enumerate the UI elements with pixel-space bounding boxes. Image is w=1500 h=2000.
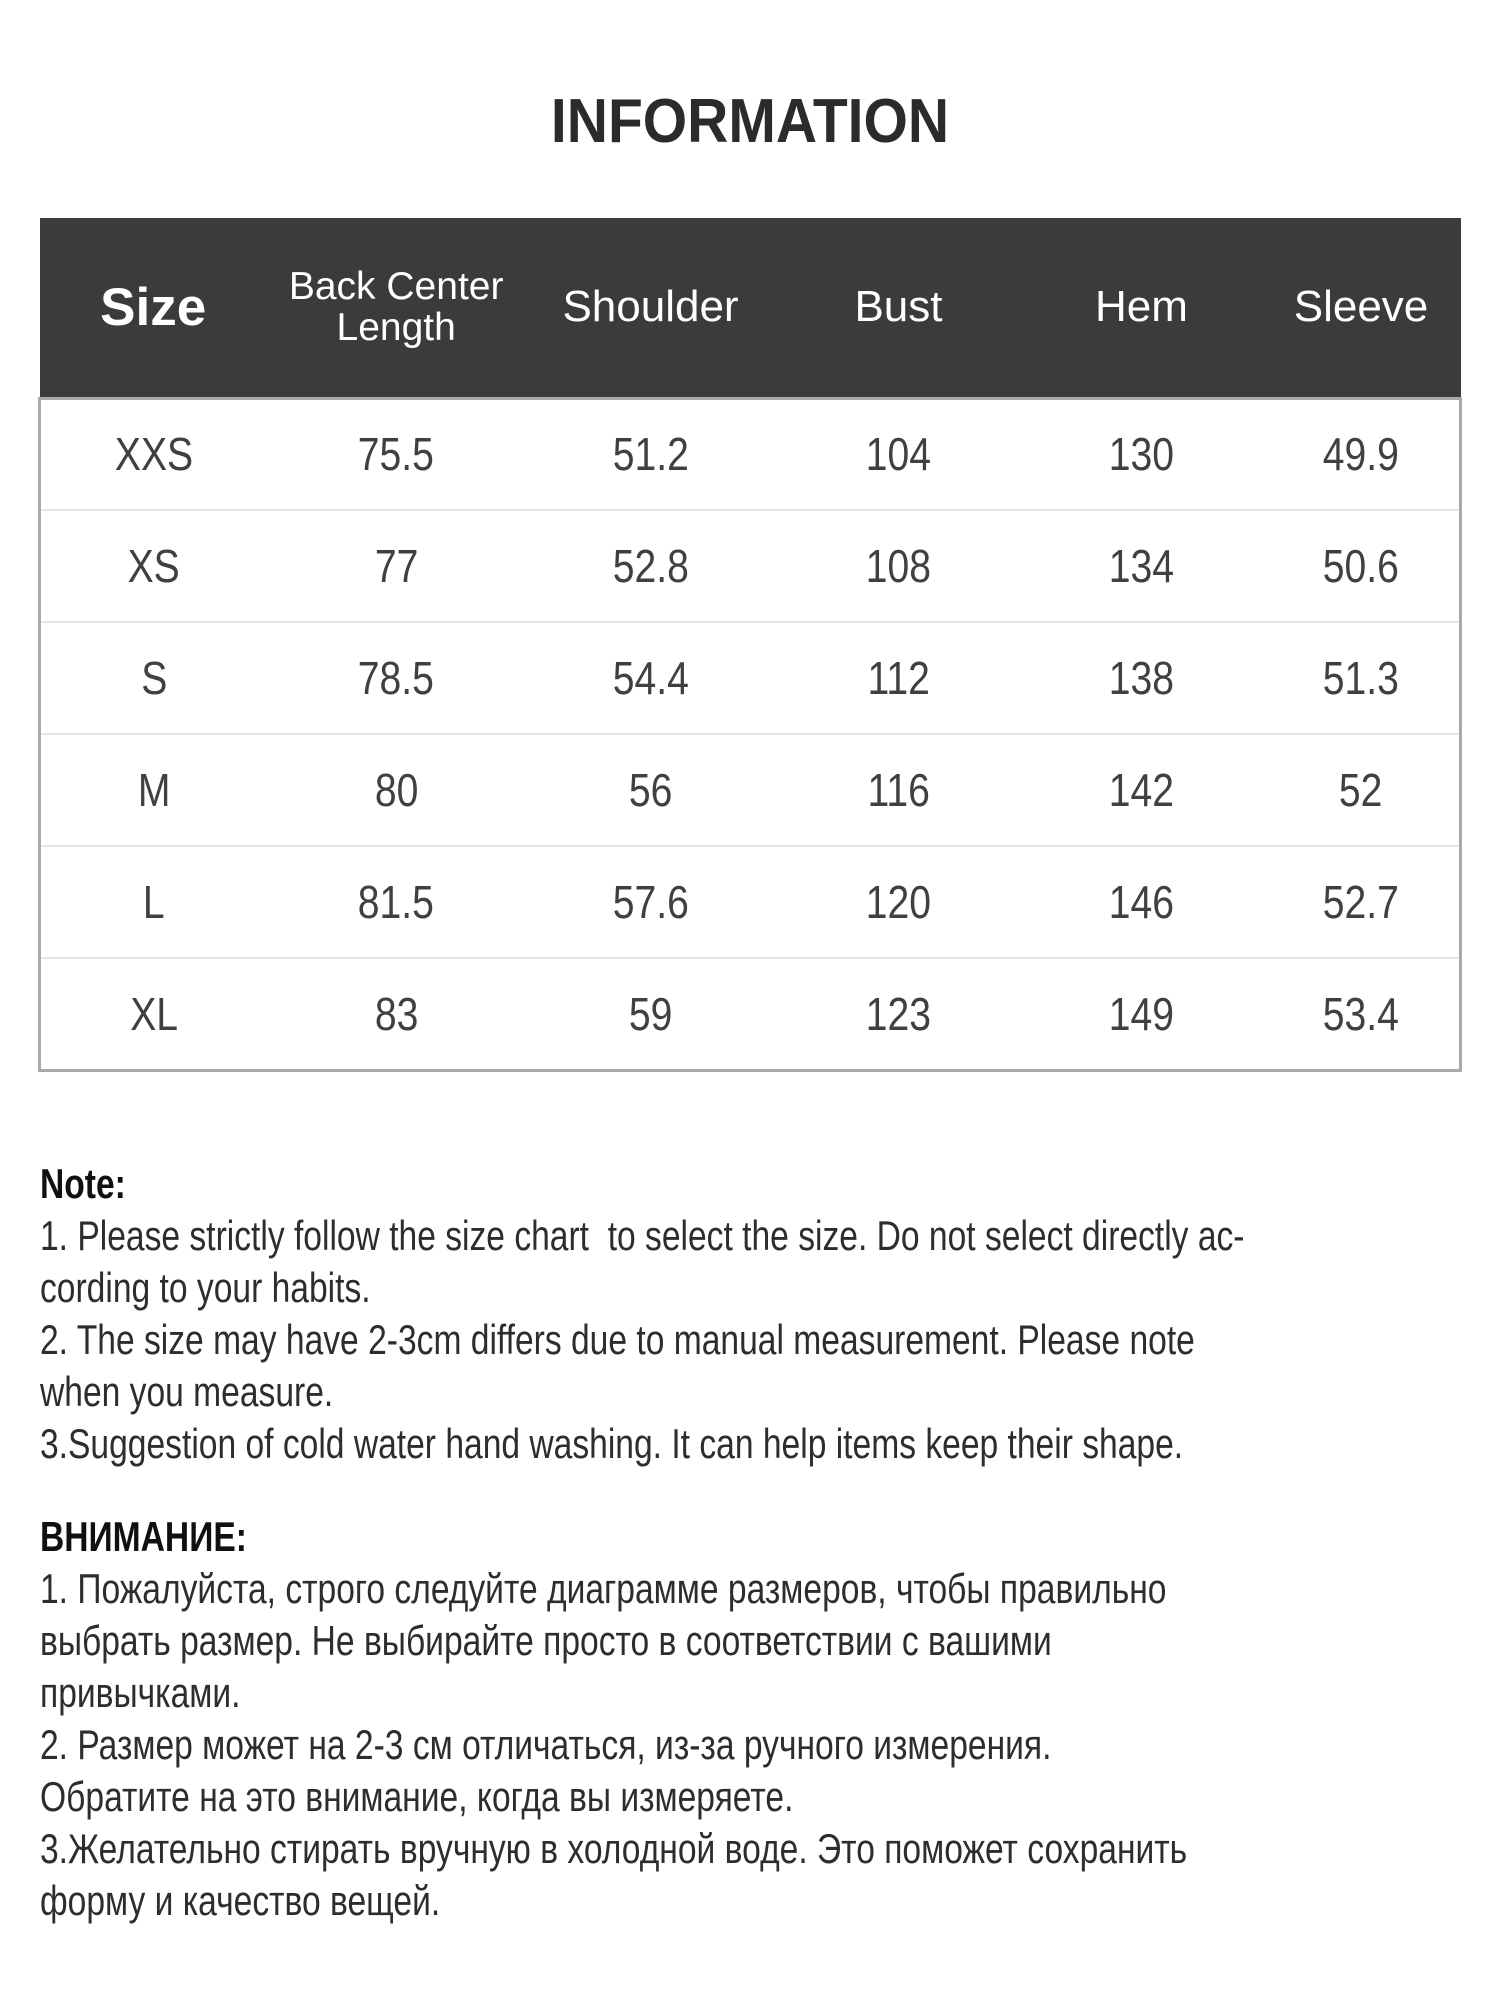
note-line: 1. Please strictly follow the size chart to select the size. Do not select directly ac- bbox=[40, 1212, 1245, 1259]
table-cell: 51.3 bbox=[1262, 622, 1461, 734]
table-cell bbox=[40, 510, 267, 622]
size-label: XS bbox=[127, 540, 181, 592]
table-cell bbox=[40, 846, 267, 958]
table-cell: 104 bbox=[776, 398, 1022, 510]
table-row-s bbox=[40, 622, 1461, 734]
table-row-xl bbox=[40, 958, 1461, 1070]
table-cell: 57.6 bbox=[525, 846, 775, 958]
size-label: XL bbox=[130, 987, 178, 1040]
table-cell: 108 bbox=[776, 510, 1022, 622]
size-label: M bbox=[137, 764, 171, 816]
note-line: cording to your habits. bbox=[40, 1264, 371, 1311]
size-label: XXS bbox=[114, 428, 194, 481]
note-section bbox=[40, 1158, 1480, 1470]
table-cell: 138 bbox=[1021, 622, 1261, 734]
table-cell: 123 bbox=[776, 958, 1022, 1070]
table-cell: 78.5 bbox=[267, 622, 526, 734]
column-header-bust: Bust bbox=[776, 218, 1022, 398]
table-cell: 134 bbox=[1021, 510, 1261, 622]
table-cell: 56 bbox=[525, 734, 775, 846]
note-title: Note: bbox=[40, 1160, 126, 1207]
table-cell: 130 bbox=[1021, 398, 1261, 510]
note-line: when you measure. bbox=[40, 1368, 334, 1415]
table-cell bbox=[40, 734, 267, 846]
column-header-size: Size bbox=[40, 218, 267, 398]
size-chart-table bbox=[38, 218, 1462, 1072]
table-row-l bbox=[40, 846, 1461, 958]
size-chart-header bbox=[40, 218, 1461, 398]
attention-line: привычками. bbox=[40, 1669, 241, 1716]
size-label: L bbox=[143, 876, 165, 928]
table-cell bbox=[40, 622, 267, 734]
attention-line: форму и качество вещей. bbox=[40, 1877, 441, 1924]
size-chart-body bbox=[40, 398, 1461, 1070]
table-row-m bbox=[40, 734, 1461, 846]
table-cell: 120 bbox=[776, 846, 1022, 958]
table-cell: 149 bbox=[1021, 958, 1261, 1070]
note-line: 2. The size may have 2-3cm differs due to manual measurement. Please note bbox=[40, 1316, 1195, 1363]
table-cell: 54.4 bbox=[525, 622, 775, 734]
table-cell: 59 bbox=[525, 958, 775, 1070]
table-cell: 51.2 bbox=[525, 398, 775, 510]
table-cell: 142 bbox=[1021, 734, 1261, 846]
table-cell: 77 bbox=[267, 510, 526, 622]
column-header-hem: Hem bbox=[1021, 218, 1261, 398]
table-cell: 75.5 bbox=[267, 398, 526, 510]
column-header-back-center-length: Back Center Length bbox=[267, 218, 526, 398]
attention-line: 1. Пожалуйста, строго следуйте диаграмме размеров, чтобы правильно bbox=[40, 1565, 1167, 1612]
table-cell: 52.8 bbox=[525, 510, 775, 622]
attention-line: 2. Размер может на 2-3 см отличаться, из-за ручного измерения. bbox=[40, 1721, 1052, 1768]
attention-section bbox=[40, 1511, 1480, 1927]
attention-line: 3.Желательно стирать вручную в холодной воде. Это поможет сохранить bbox=[40, 1825, 1188, 1872]
table-cell bbox=[40, 958, 267, 1070]
table-cell: 52.7 bbox=[1262, 846, 1461, 958]
column-header-sleeve: Sleeve bbox=[1262, 218, 1461, 398]
table-cell: 83 bbox=[267, 958, 526, 1070]
column-header-shoulder: Shoulder bbox=[525, 218, 775, 398]
table-cell bbox=[40, 398, 267, 510]
table-row-xs bbox=[40, 510, 1461, 622]
table-cell: 116 bbox=[776, 734, 1022, 846]
table-cell: 81.5 bbox=[267, 846, 526, 958]
attention-line: выбрать размер. Не выбирайте просто в соответствии с вашими bbox=[40, 1617, 1052, 1664]
attention-line: Обратите на это внимание, когда вы измеряете. bbox=[40, 1773, 794, 1820]
table-cell: 52 bbox=[1262, 734, 1461, 846]
note-line: 3.Suggestion of cold water hand washing. It can help items keep their shape. bbox=[40, 1420, 1184, 1467]
page-title: INFORMATION bbox=[550, 87, 950, 156]
header-row bbox=[40, 218, 1461, 398]
table-cell: 146 bbox=[1021, 846, 1261, 958]
table-cell: 50.6 bbox=[1262, 510, 1461, 622]
table-cell: 53.4 bbox=[1262, 958, 1461, 1070]
table-cell: 49.9 bbox=[1262, 398, 1461, 510]
table-row-xxs bbox=[40, 398, 1461, 510]
table-cell: 112 bbox=[776, 622, 1022, 734]
size-label: S bbox=[140, 652, 167, 704]
attention-title: ВНИМАНИЕ: bbox=[40, 1513, 247, 1560]
table-cell: 80 bbox=[267, 734, 526, 846]
